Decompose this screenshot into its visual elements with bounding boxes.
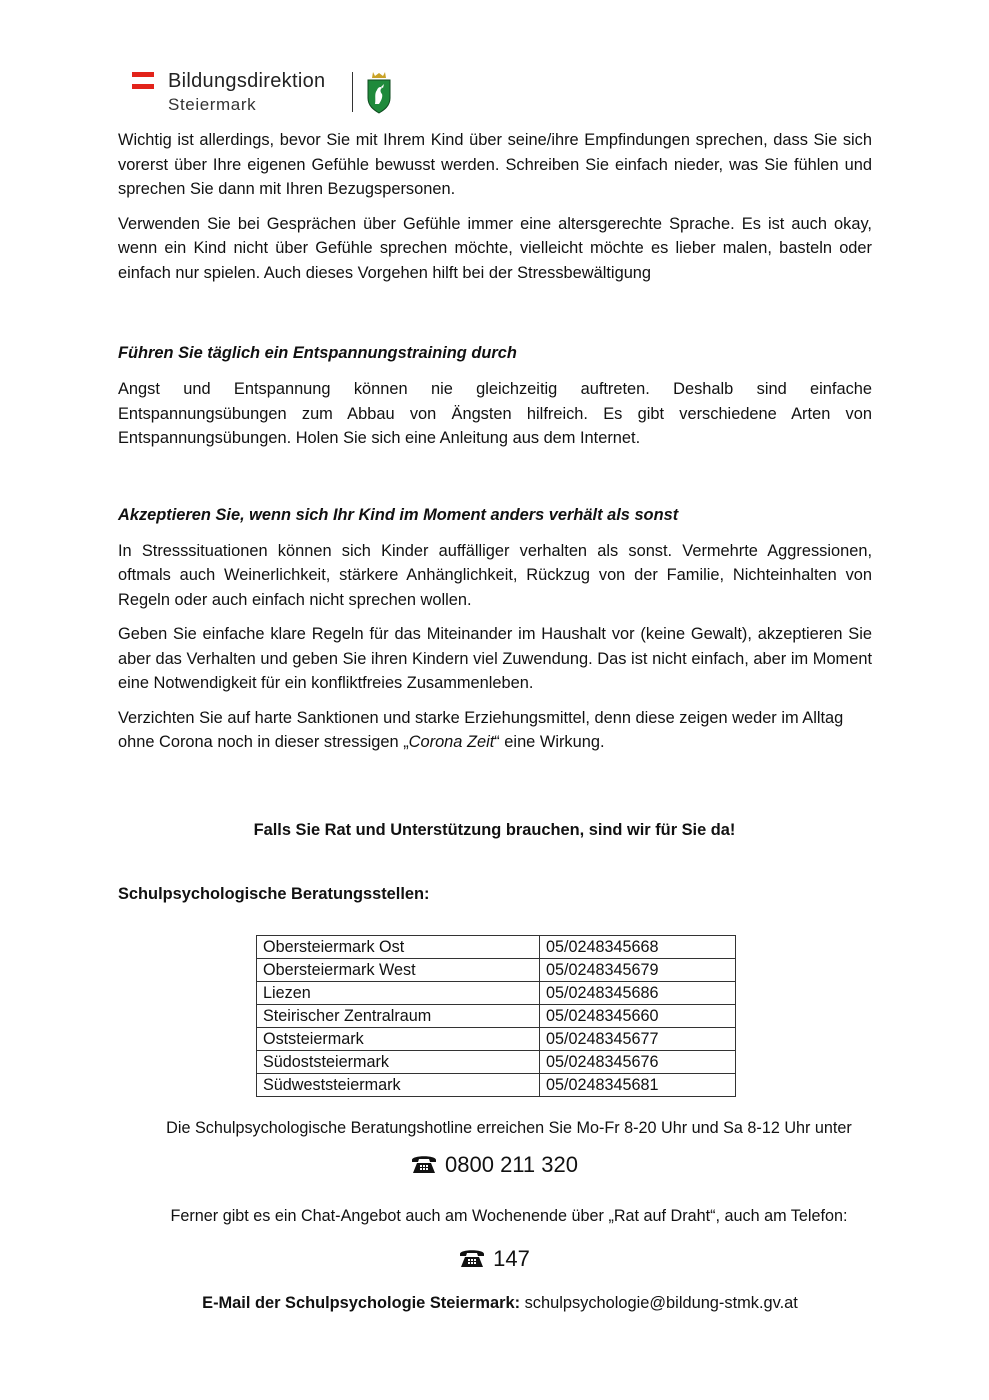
chat-text: Ferner gibt es ein Chat-Angebot auch am Wochenende über „Rat auf Draht“, auch am Telefon: (170, 1207, 848, 1225)
chat-number: 147 (493, 1246, 530, 1271)
org-region: Steiermark (168, 95, 257, 114)
center-phone[interactable]: 05/0248345676 (540, 1051, 736, 1074)
table-row (257, 1051, 736, 1074)
table-row (257, 936, 736, 959)
acceptance-paragraph-2: Geben Sie einfache klare Regeln für das Miteinander im Haushalt vor (keine Gewalt), akzeptieren Sie aber das Verhalten und geben Sie ihren Kindern viel Zuwendung. Das ist nicht einfach, aber im Moment eine Notwendigkeit für ein konfliktfreies Zusammenleben. (118, 625, 872, 692)
table-row (257, 1005, 736, 1028)
center-phone[interactable]: 05/0248345679 (540, 959, 736, 982)
table-row (257, 959, 736, 982)
email-address[interactable]: schulpsychologie@bildung-stmk.gv.at (524, 1294, 798, 1312)
styrian-crest-icon (366, 70, 392, 114)
acceptance-paragraph-1: In Stresssituationen können sich Kinder auffälliger verhalten als sonst. Vermehrte Aggressionen, oftmals auch Weinerlichkeit, stärkere Anhänglichkeit, Rückzug von der Familie, Nichteinhalten von Regeln oder auch einfach nicht sprechen wollen. (118, 541, 872, 609)
center-region: Oststeiermark (257, 1028, 540, 1051)
header-divider (352, 72, 353, 112)
austrian-flag-icon (132, 72, 154, 91)
corona-zeit-phrase: Corona Zeit (408, 733, 495, 751)
table-row (257, 1028, 736, 1051)
chat-phone[interactable] (0, 1246, 989, 1272)
acceptance-paragraph-3-start: Verzichten Sie auf harte Sanktionen und starke Erziehungsmittel, denn diese zeigen weder im Alltag ohne Corona noch in dieser stressigen „ (118, 708, 844, 751)
acceptance-paragraph-3-end: “ eine Wirkung. (494, 733, 605, 751)
center-region: Liezen (257, 982, 540, 1005)
email-label: E-Mail der Schulpsychologie Steiermark: (202, 1294, 521, 1312)
acceptance-heading: Akzeptieren Sie, wenn sich Ihr Kind im Moment anders verhält als sonst (118, 505, 679, 524)
center-region: Steirischer Zentralraum (257, 1005, 540, 1028)
intro-paragraph-2: Verwenden Sie bei Gesprächen über Gefühle immer eine altersgerechte Sprache. Es ist auch okay, wenn ein Kind nicht über Gefühle sprechen möchte, vielleicht möchte es lieber malen, basteln oder einfach nur spielen. Auch dieses Vorgehen hilft bei der Stressbewältigung (118, 214, 872, 282)
telephone-icon (459, 1247, 485, 1269)
center-phone[interactable]: 05/0248345660 (540, 1005, 736, 1028)
acceptance-paragraph-3 (118, 706, 872, 755)
hotline-phone[interactable] (0, 1152, 989, 1178)
center-region: Obersteiermark West (257, 959, 540, 982)
relaxation-paragraph: Angst und Entspannung können nie gleichzeitig auftreten. Deshalb sind einfache Entspannungsübungen zum Abbau von Ängsten hilfreich. Es gibt verschiedene Arten von Entspannungsübungen. Holen Sie sich eine Anleitung aus dem Internet. (118, 380, 872, 447)
counseling-centers-label: Schulpsychologische Beratungsstellen: (118, 885, 430, 903)
center-phone[interactable]: 05/0248345686 (540, 982, 736, 1005)
center-phone[interactable]: 05/0248345668 (540, 936, 736, 959)
center-region: Südweststeiermark (257, 1074, 540, 1097)
support-callout: Falls Sie Rat und Unterstützung brauchen, sind wir für Sie da! (253, 821, 736, 839)
intro-paragraph-1: Wichtig ist allerdings, bevor Sie mit Ihrem Kind über seine/ihre Empfindungen sprechen, dass Sie sich vorerst über Ihre eigenen Gefühle bewusst werden. Schreiben Sie einfach nieder, was Sie fühlen und sprechen Sie dann mit Ihren Bezugspersonen. (118, 131, 872, 198)
center-phone[interactable]: 05/0248345681 (540, 1074, 736, 1097)
center-region: Südoststeiermark (257, 1051, 540, 1074)
relaxation-heading: Führen Sie täglich ein Entspannungstraining durch (118, 344, 517, 362)
hotline-number: 0800 211 320 (445, 1152, 578, 1177)
counseling-centers-table (256, 935, 736, 1097)
hotline-text: Die Schulpsychologische Beratungshotline erreichen Sie Mo-Fr 8-20 Uhr und Sa 8-12 Uhr unter (166, 1119, 852, 1137)
main-content (118, 128, 872, 765)
org-name: Bildungsdirektion (168, 70, 326, 92)
email-line (0, 1294, 989, 1313)
table-row (257, 982, 736, 1005)
telephone-icon (411, 1153, 437, 1175)
table-row (257, 1074, 736, 1097)
center-region: Obersteiermark Ost (257, 936, 540, 959)
center-phone[interactable]: 05/0248345677 (540, 1028, 736, 1051)
